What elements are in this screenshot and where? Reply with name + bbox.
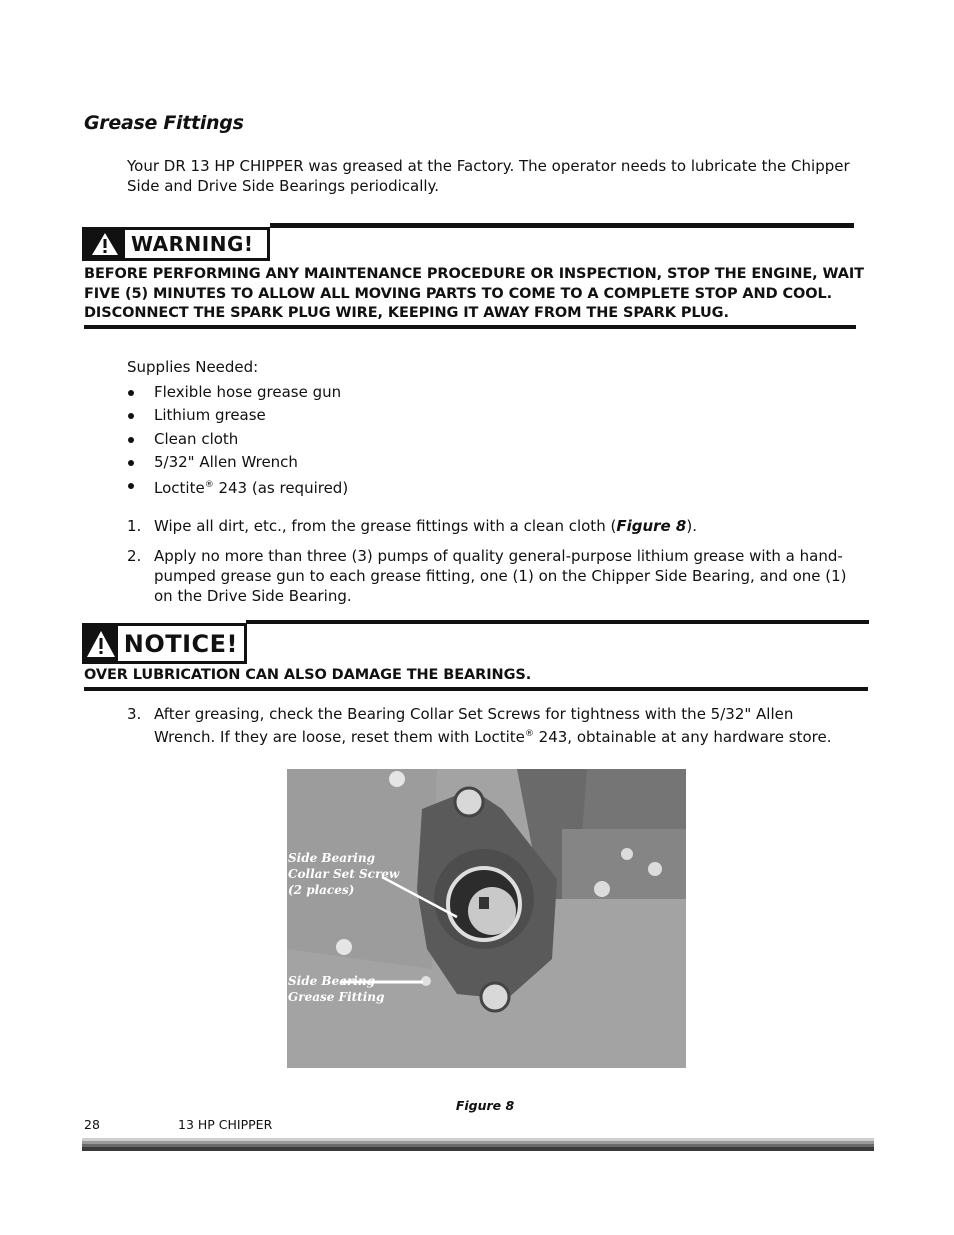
step-3: 3. After greasing, check the Bearing Collar Set Screws for tightness with the 5/32" Allen Wrench. If they are loose, reset them with Loctite® 243, obtainable at any hardware store. bbox=[127, 705, 832, 746]
footer-title: 13 HP CHIPPER bbox=[178, 1117, 273, 1132]
list-item: Lithium grease bbox=[127, 405, 527, 428]
supplies-list bbox=[127, 382, 527, 498]
step-2: 2. Apply no more than three (3) pumps of quality general-purpose lithium grease with a hand-pumped grease gun to each grease fitting, one (1) on the Chipper Side Bearing, and one (1) on the Drive Side Bearing. bbox=[127, 547, 847, 605]
warning-top-rule bbox=[270, 223, 854, 228]
notice-bottom-rule bbox=[84, 687, 868, 691]
warning-bottom-rule bbox=[84, 325, 856, 329]
list-item: Flexible hose grease gun bbox=[127, 382, 527, 405]
notice-text: OVER LUBRICATION CAN ALSO DAMAGE THE BEARINGS. bbox=[84, 667, 532, 683]
bearing-photo bbox=[287, 769, 686, 1068]
list-item: 5/32" Allen Wrench bbox=[127, 452, 527, 475]
warning-label: WARNING! bbox=[131, 232, 254, 256]
supplies-title: Supplies Needed: bbox=[127, 358, 259, 376]
notice-label-box bbox=[82, 623, 247, 664]
footer-bar bbox=[82, 1138, 874, 1151]
figure-reference: Figure 8 bbox=[616, 517, 687, 535]
warning-text: BEFORE PERFORMING ANY MAINTENANCE PROCEDURE OR INSPECTION, STOP THE ENGINE, WAIT FIVE (5) MINUTES TO ALLOW ALL MOVING PARTS TO COME TO A COMPLETE STOP AND COOL. DISCONNECT THE SPARK PLUG WIRE, KEEPING IT AWAY FROM THE SPARK PLUG. bbox=[84, 266, 864, 321]
page-number: 28 bbox=[84, 1117, 100, 1132]
notice-label: NOTICE! bbox=[123, 629, 238, 658]
warning-triangle-icon bbox=[85, 626, 118, 661]
bearing-illustration bbox=[287, 769, 686, 1068]
intro-paragraph: Your DR 13 HP CHIPPER was greased at the Factory. The operator needs to lubricate the Chipper Side and Drive Side Bearings periodically. bbox=[127, 157, 850, 195]
list-item: Clean cloth bbox=[127, 429, 527, 452]
figure-caption: Figure 8 bbox=[455, 1098, 515, 1113]
callout-collar-set-screw: Side Bearing Collar Set Screw (2 places) bbox=[288, 851, 400, 897]
list-item: Loctite® 243 (as required) bbox=[127, 475, 527, 498]
callout-grease-fitting: Side Bearing Grease Fitting bbox=[288, 974, 385, 1004]
step-1: 1. Wipe all dirt, etc., from the grease fittings with a clean cloth (Figure 8). bbox=[127, 517, 697, 535]
notice-top-rule bbox=[246, 620, 869, 624]
warning-triangle-icon bbox=[85, 230, 125, 258]
warning-label-box bbox=[82, 227, 270, 261]
section-title: Grease Fittings bbox=[84, 112, 244, 134]
